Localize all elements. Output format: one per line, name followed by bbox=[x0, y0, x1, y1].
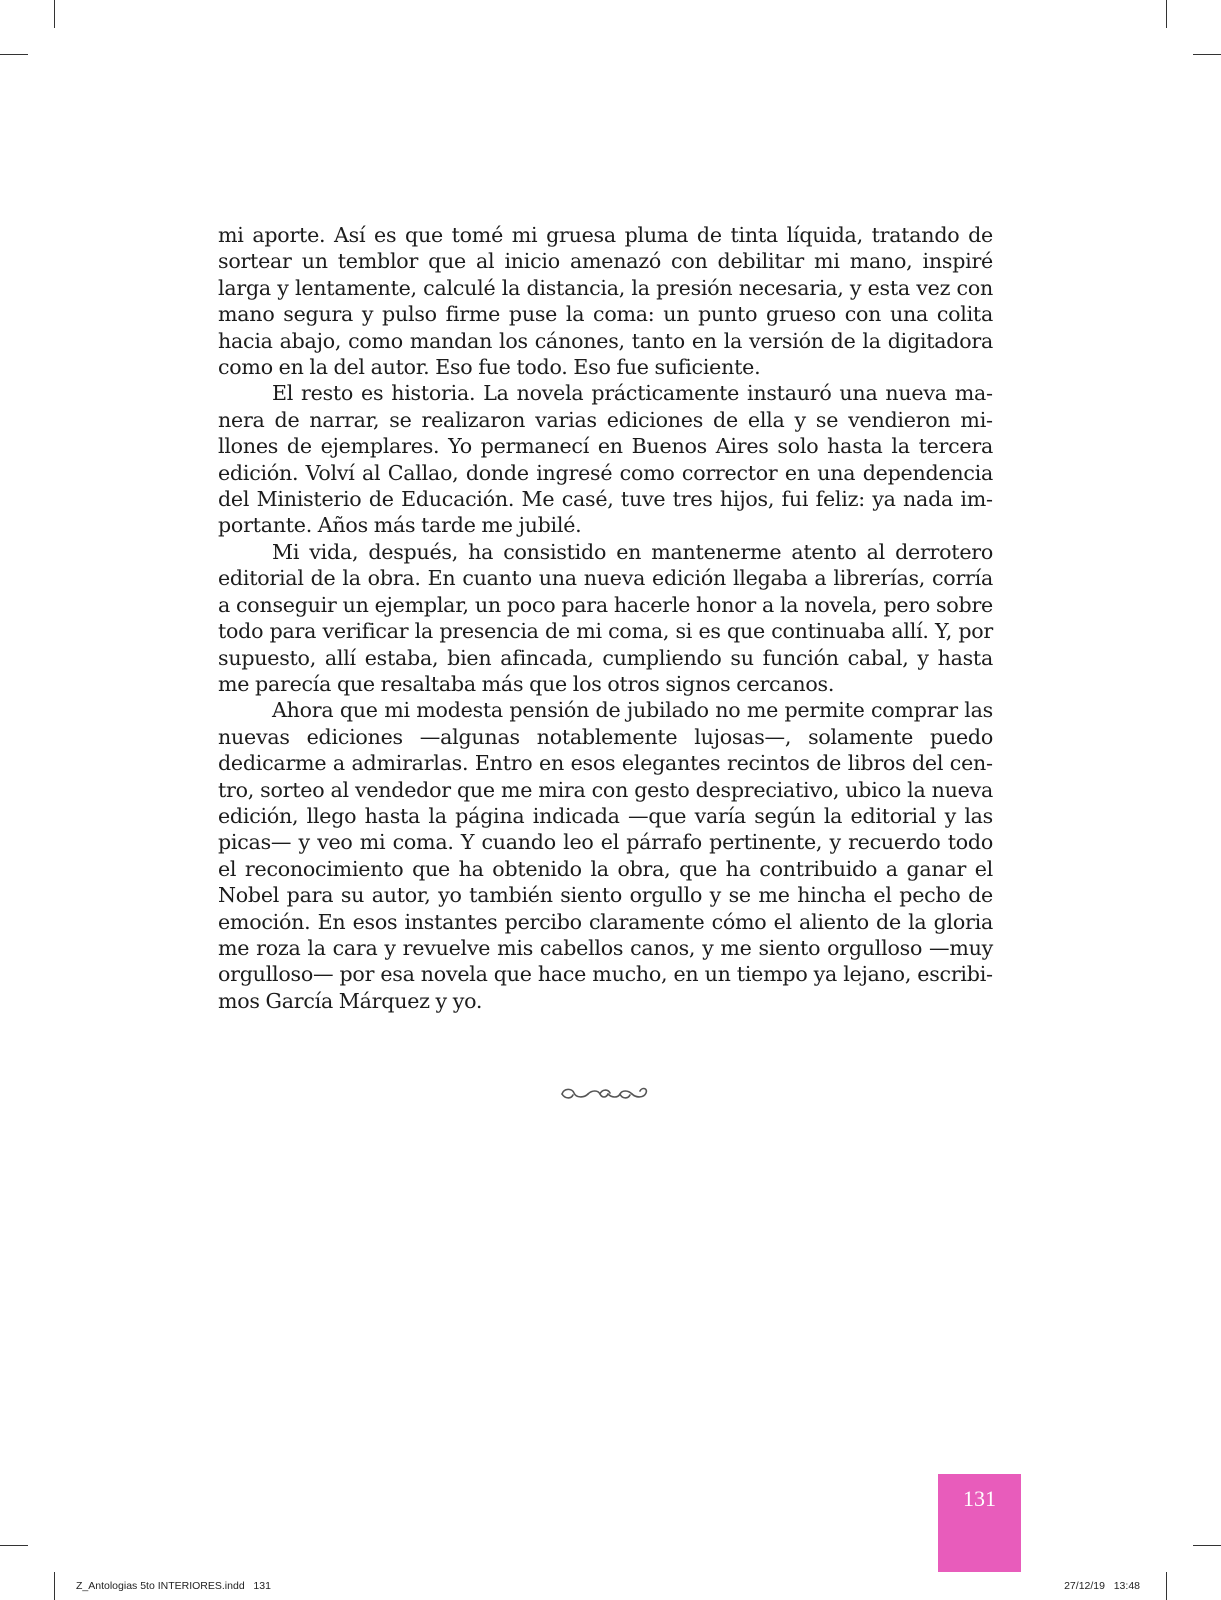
paragraph: Ahora que mi modesta pensión de jubilado no me permite comprar las nuevas ediciones —algunas notablemente lujosas—, solamente puedo dedicarme a admirarlas. Entro en esos elegantes recintos de libros del centro, sorteo al vendedor que me mira con gesto despreciativo, ubico la nueva edición, llego hasta la página indicada —que varía según la editorial y las picas— y veo mi coma. Y cuando leo el párrafo pertinente, y recuerdo todo el reconocimiento que ha obtenido la obra, que ha contribuido a ganar el Nobel para su autor, yo también siento orgullo y se me hincha el pecho de emoción. En esos instantes percibo claramente cómo el aliento de la gloria me roza la cara y revuelve mis cabellos canos, y me siento orgulloso —muy orgulloso— por esa novela que hace mucho, en un tiempo ya lejano, escribimos García Márquez y yo. bbox=[218, 698, 993, 1013]
crop-mark-top-left bbox=[54, 0, 55, 28]
crop-mark-bottom-right-h bbox=[1193, 1545, 1221, 1546]
decorative-flourish-icon bbox=[558, 1084, 650, 1104]
paragraph: mi aporte. Así es que tomé mi gruesa pluma de tinta líquida, tratando de sortear un temblor que al inicio amenazó con debilitar mi mano, inspiré larga y lentamente, calculé la distancia, la presión necesaria, y esta vez con mano segura y pulso firme puse la coma: un punto grueso con una colita hacia abajo, como mandan los cánones, tanto en la versión de la digitadora como en la del autor. Eso fue todo. Eso fue suficiente. bbox=[218, 223, 993, 380]
crop-mark-bottom-left bbox=[54, 1572, 55, 1600]
slug-file-name: Z_Antologias 5to INTERIORES.indd 131 bbox=[76, 1580, 271, 1592]
body-text bbox=[218, 222, 993, 1014]
crop-mark-top-left-h bbox=[0, 54, 28, 55]
crop-mark-top-right bbox=[1166, 0, 1167, 28]
slug-date-time: 27/12/19 13:48 bbox=[1064, 1580, 1140, 1592]
crop-mark-bottom-right bbox=[1166, 1572, 1167, 1600]
page-number: 131 bbox=[963, 1486, 996, 1511]
paragraph: El resto es historia. La novela prácticamente instauró una nueva manera de narrar, se realizaron varias ediciones de ella y se vendieron millones de ejemplares. Yo permanecí en Buenos Aires solo hasta la tercera edición. Volví al Callao, donde ingresé como corrector en una dependencia del Ministerio de Educación. Me casé, tuve tres hijos, fui feliz: ya nada importante. Años más tarde me jubilé. bbox=[218, 381, 993, 538]
paragraph: Mi vida, después, ha consistido en mantenerme atento al derrotero editorial de la obra. En cuanto una nueva edición llegaba a librerías, corría a conseguir un ejemplar, un poco para hacerle honor a la novela, pero sobre todo para verificar la presencia de mi coma, si es que continuaba allí. Y, por supuesto, allí estaba, bien afincada, cumpliendo su función cabal, y hasta me parecía que resaltaba más que los otros signos cercanos. bbox=[218, 539, 993, 696]
crop-mark-top-right-h bbox=[1193, 54, 1221, 55]
crop-mark-bottom-left-h bbox=[0, 1545, 28, 1546]
